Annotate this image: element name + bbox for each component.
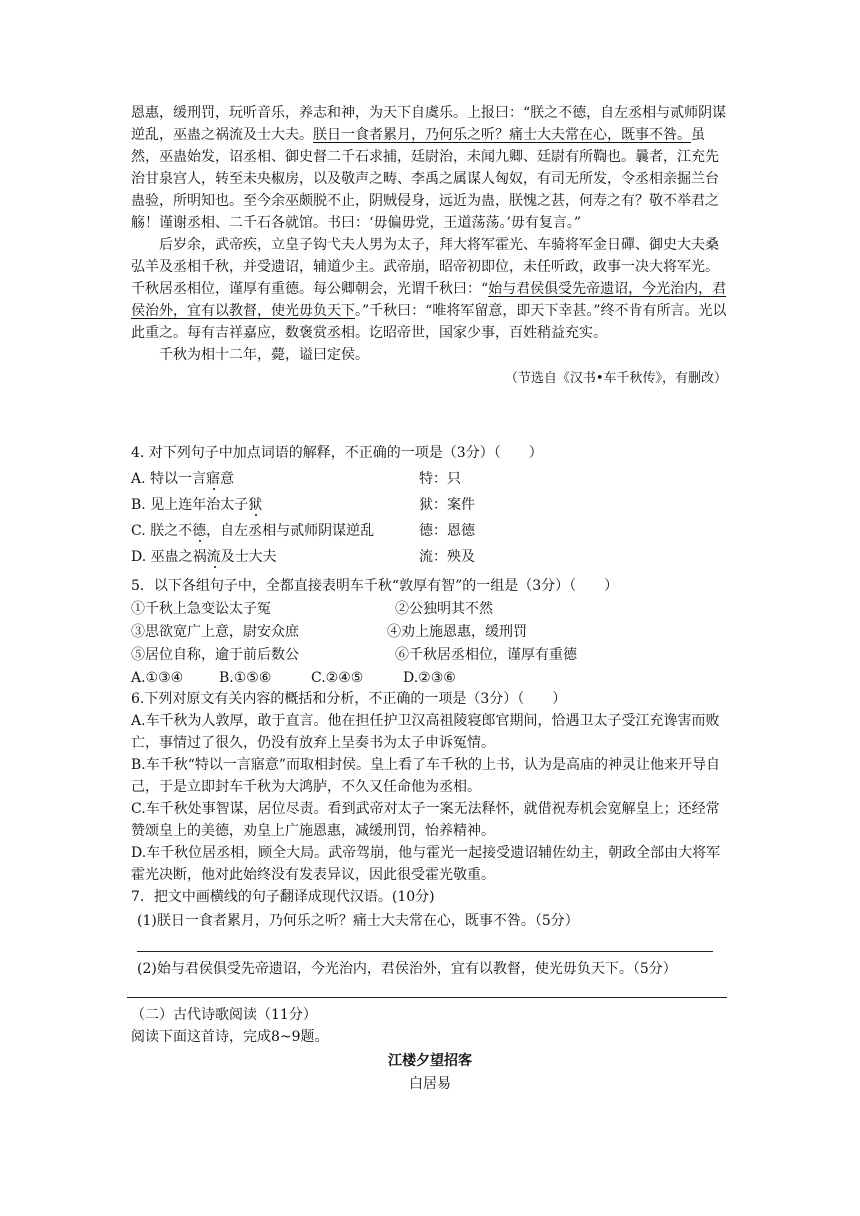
question-7-part-2 bbox=[131, 958, 727, 980]
passage bbox=[131, 102, 727, 390]
option-text: A. 特以一言寤意 bbox=[131, 471, 235, 487]
dotted-word: 狱 bbox=[248, 497, 263, 513]
choice-b: B.①⑤⑥ bbox=[219, 670, 272, 686]
option-text: B. 见上连年治太子狱 bbox=[131, 497, 263, 513]
item: ⑥千秋居丞相位，谨厚有重德 bbox=[395, 647, 577, 663]
item-row bbox=[131, 598, 727, 621]
choice-a: A.①③④ bbox=[131, 670, 184, 686]
translation-sentence-2: (2)始与君侯俱受先帝遗诏，今光治内，君侯治外，宜有以教督，使光毋负天下。（5分） bbox=[137, 961, 677, 977]
passage-text: 恩惠，缓刑罚，玩听音乐，养志和神，为天下自虞乐。上报曰：“朕之不德，自左丞相与贰师阴谋逆乱，巫蛊之祸流及士大夫。 bbox=[131, 105, 727, 143]
underlined-sentence-1: 朕日一食者累月，乃何乐之听？痛士大夫常在心，既事不咎。 bbox=[313, 127, 691, 143]
question-stem: 4. 对下列句子中加点词语的解释，不正确的一项是（3分）（ ） bbox=[131, 445, 543, 461]
option-a: A.车千秋为人敦厚，敢于直言。他在担任护卫汉高祖陵寝郎官期间，恰遇卫太子受江充谗害而败亡，事情过了很久，仍没有放弃上呈奏书为太子申诉冤情。 bbox=[131, 713, 720, 751]
option-c: C.车千秋处事智谋，居位尽责。看到武帝对太子一案无法释怀，就借祝寿机会宽解皇上；还经常赞颂皇上的美德，劝皇上广施恩惠，减缓刑罚，怡养精神。 bbox=[131, 801, 720, 839]
question-stem: 5．以下各组句子中，全都直接表明车千秋“敦厚有智”的一组是（3分）（ ） bbox=[131, 578, 619, 594]
passage-paragraph-3: 千秋为相十二年，薨，谥曰定侯。 bbox=[159, 347, 369, 363]
option-text: D. 巫蛊之祸流及士大夫 bbox=[131, 549, 277, 565]
poem-author: 白居易 bbox=[409, 1076, 451, 1092]
option-gloss: 特：只 bbox=[419, 471, 461, 487]
dotted-word: 流 bbox=[206, 549, 221, 565]
question-4 bbox=[131, 440, 727, 570]
passage-text: 。”千秋曰：“唯将军留意，即天下幸甚。”终不肯有所言。光以此重之。每有吉祥嘉应，数褒赏丞相。讫昭帝世，国家少事，百姓稍益充实。 bbox=[131, 303, 727, 341]
option-d: D.车千秋位居丞相，顾全大局。武帝驾崩，他与霍光一起接受遗诏辅佐幼主，朝政全部由大将军霍光决断，他对此始终没有发表异议，因此很受霍光敬重。 bbox=[131, 845, 721, 883]
translation-sentence-1: (1)朕日一食者累月，乃何乐之听？痛士大夫常在心，既事不咎。（5分） bbox=[137, 913, 579, 929]
passage-paragraph-1 bbox=[131, 102, 727, 234]
option-gloss: 狱：案件 bbox=[419, 497, 475, 513]
item: ②公独明其不然 bbox=[395, 601, 493, 617]
item-row bbox=[131, 644, 727, 667]
answer-line-2 bbox=[127, 997, 727, 998]
question-stem: 6.下列对原文有关内容的概括和分析，不正确的一项是（3分）（ ） bbox=[131, 691, 567, 707]
dotted-word: 寤 bbox=[206, 471, 221, 487]
passage-source: （节选自《汉书•车千秋传》，有删改） bbox=[504, 371, 727, 386]
question-7 bbox=[131, 886, 727, 932]
option-c bbox=[131, 518, 727, 544]
question-6 bbox=[131, 688, 727, 886]
item: ③思欲宽广上意，尉安众庶 bbox=[131, 624, 299, 640]
section-heading: （二）古代诗歌阅读（11分） bbox=[131, 1007, 317, 1023]
option-gloss: 流：殃及 bbox=[419, 549, 475, 565]
question-stem: 7．把文中画横线的句子翻译成现代汉语。(10分) bbox=[131, 889, 435, 905]
dotted-word: 德 bbox=[192, 523, 207, 539]
option-a bbox=[131, 466, 727, 492]
passage-paragraph-2 bbox=[131, 234, 727, 344]
option-d bbox=[131, 544, 727, 570]
poem-title: 江楼夕望招客 bbox=[388, 1053, 472, 1069]
underlined-sentence-2: 始与君侯俱受先帝遗诏，今光治内，君侯治外，宜有以教督，使光毋负天下 bbox=[131, 281, 727, 319]
option-b bbox=[131, 492, 727, 518]
choice-d: D.②③⑥ bbox=[403, 670, 456, 686]
item-row bbox=[131, 621, 727, 644]
option-gloss: 德：恩德 bbox=[419, 523, 475, 539]
choice-c: C.②④⑤ bbox=[311, 670, 364, 686]
choice-row bbox=[131, 667, 727, 690]
passage-text: 后岁余，武帝疾，立皇子钩弋夫人男为太子，拜大将军霍光、车骑将军金日磾、御史大夫桑弘羊及丞相千秋，并受遗诏，辅道少主。武帝崩，昭帝初即位，未任听政，政事一决大将军光。千秋居丞相位，谨厚有重德。每公卿朝会，光谓千秋曰：“ bbox=[131, 237, 719, 297]
item: ①千秋上急变讼太子冤 bbox=[131, 601, 271, 617]
section-instruction: 阅读下面这首诗，完成8~9题。 bbox=[131, 1029, 329, 1045]
option-text: C. 朕之不德，自左丞相与贰师阴谋逆乱 bbox=[131, 523, 375, 539]
question-5 bbox=[131, 574, 727, 690]
section-poetry bbox=[131, 1004, 727, 1048]
option-b: B.车千秋“特以一言寤意”而取相封侯。皇上看了车千秋的上书，认为是高庙的神灵让他来开导自己，于是立即封车千秋为大鸿胪，不久又任命他为丞相。 bbox=[131, 757, 721, 795]
answer-line-1 bbox=[137, 951, 713, 952]
item: ④劝上施恩惠，缓刑罚 bbox=[387, 624, 527, 640]
item: ⑤居位自称，逾于前后数公 bbox=[131, 647, 299, 663]
passage-text: 虽然，巫蛊始发，诏丞相、御史督二千石求捕，廷尉治，未闻九卿、廷尉有所鞫也。曩者，江充先治甘泉宫人，转至未央椒房，以及敬声之畴、李禹之属谋人匈奴，有司无所发，令丞相亲掘兰台蛊验，所明知也。至今余巫颇脱不止，阴贼侵身，远近为蛊，朕愧之甚，何寿之有？敬不举君之觞！谨谢丞相、二千石各就馆。书曰：‘毋偏毋党，王道荡荡。’毋有复言。” bbox=[131, 127, 719, 231]
